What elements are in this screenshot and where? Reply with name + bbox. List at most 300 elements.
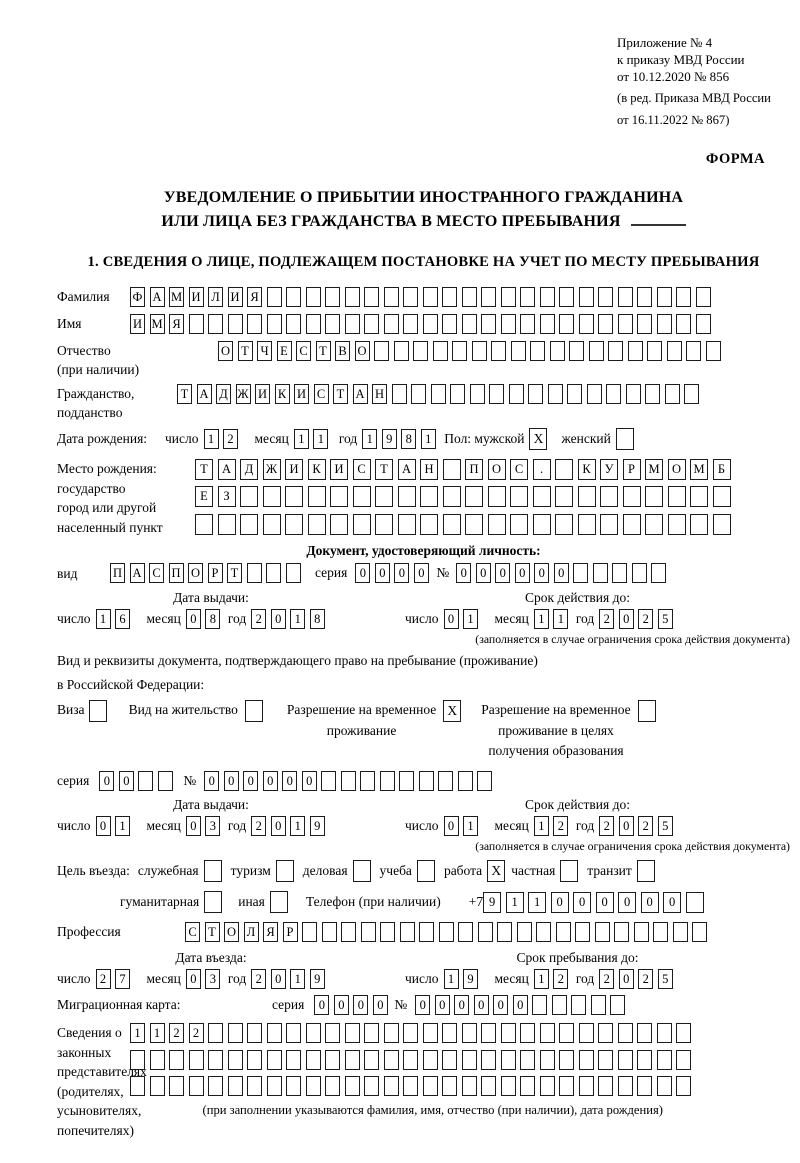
form-cell[interactable] <box>204 860 222 882</box>
form-cell[interactable] <box>540 287 555 307</box>
form-cell[interactable]: 2 <box>638 816 653 836</box>
form-cell[interactable] <box>353 486 371 507</box>
form-cell[interactable]: Р <box>623 459 641 480</box>
form-cell[interactable]: С <box>149 563 164 583</box>
form-cell[interactable] <box>240 514 258 535</box>
form-cell[interactable] <box>528 384 543 404</box>
form-cell[interactable] <box>150 1050 165 1070</box>
form-cell[interactable]: М <box>169 287 184 307</box>
form-cell[interactable]: И <box>255 384 270 404</box>
form-cell[interactable] <box>676 1050 691 1070</box>
form-cell[interactable] <box>380 771 395 791</box>
form-cell[interactable]: X <box>487 860 505 882</box>
form-cell[interactable] <box>245 700 263 722</box>
form-cell[interactable] <box>130 1050 145 1070</box>
form-cell[interactable] <box>361 922 376 942</box>
form-cell[interactable] <box>623 486 641 507</box>
form-cell[interactable] <box>285 514 303 535</box>
form-cell[interactable] <box>618 1050 633 1070</box>
form-cell[interactable] <box>481 1023 496 1043</box>
form-cell[interactable] <box>384 1076 399 1096</box>
form-cell[interactable] <box>497 922 512 942</box>
form-cell[interactable]: Т <box>177 384 192 404</box>
entry-month-cells[interactable] <box>186 969 225 989</box>
form-cell[interactable] <box>579 314 594 334</box>
form-cell[interactable]: Я <box>247 287 262 307</box>
form-cell[interactable] <box>462 1076 477 1096</box>
form-cell[interactable] <box>240 486 258 507</box>
form-cell[interactable]: 0 <box>454 995 469 1015</box>
form-cell[interactable]: О <box>224 922 239 942</box>
form-cell[interactable] <box>403 287 418 307</box>
form-cell[interactable] <box>667 341 682 361</box>
form-cell[interactable]: 1 <box>130 1023 145 1043</box>
form-cell[interactable] <box>208 1050 223 1070</box>
form-cell[interactable] <box>130 1076 145 1096</box>
form-cell[interactable] <box>501 287 516 307</box>
form-cell[interactable]: 9 <box>310 816 325 836</box>
form-cell[interactable]: 0 <box>515 563 530 583</box>
form-cell[interactable] <box>442 287 457 307</box>
form-cell[interactable] <box>458 922 473 942</box>
form-cell[interactable] <box>423 1076 438 1096</box>
form-cell[interactable] <box>150 1076 165 1096</box>
purpose-other-checkbox[interactable] <box>270 891 288 913</box>
residence-issue-month-cells[interactable] <box>186 816 225 836</box>
form-cell[interactable]: 0 <box>513 995 528 1015</box>
form-cell[interactable] <box>598 1076 613 1096</box>
form-cell[interactable] <box>353 860 371 882</box>
form-cell[interactable] <box>403 1023 418 1043</box>
form-cell[interactable]: 3 <box>205 816 220 836</box>
form-cell[interactable] <box>413 341 428 361</box>
form-cell[interactable]: 0 <box>96 816 111 836</box>
form-cell[interactable]: С <box>296 341 311 361</box>
form-cell[interactable]: И <box>330 459 348 480</box>
birth-place-row2-cells[interactable] <box>195 486 735 507</box>
form-cell[interactable]: О <box>355 341 370 361</box>
form-cell[interactable]: 0 <box>334 995 349 1015</box>
form-cell[interactable] <box>462 1023 477 1043</box>
form-cell[interactable]: 1 <box>534 969 549 989</box>
form-cell[interactable] <box>567 384 582 404</box>
form-cell[interactable] <box>247 1050 262 1070</box>
form-cell[interactable] <box>443 486 461 507</box>
form-cell[interactable]: Т <box>195 459 213 480</box>
residence-valid-day-cells[interactable] <box>444 816 483 836</box>
form-cell[interactable]: 0 <box>355 563 370 583</box>
form-cell[interactable] <box>263 486 281 507</box>
form-cell[interactable] <box>364 1023 379 1043</box>
form-cell[interactable]: 9 <box>382 429 397 449</box>
form-cell[interactable]: А <box>197 384 212 404</box>
form-cell[interactable] <box>345 287 360 307</box>
purpose-study-checkbox[interactable] <box>417 860 435 882</box>
form-cell[interactable]: 0 <box>204 771 219 791</box>
form-cell[interactable]: С <box>314 384 329 404</box>
form-cell[interactable]: 2 <box>599 609 614 629</box>
form-cell[interactable] <box>690 486 708 507</box>
form-cell[interactable] <box>653 922 668 942</box>
form-cell[interactable] <box>374 341 389 361</box>
form-cell[interactable] <box>325 314 340 334</box>
form-cell[interactable]: С <box>510 459 528 480</box>
form-cell[interactable] <box>555 486 573 507</box>
form-cell[interactable] <box>400 922 415 942</box>
form-cell[interactable] <box>647 341 662 361</box>
form-cell[interactable] <box>403 1076 418 1096</box>
form-cell[interactable] <box>559 1050 574 1070</box>
form-cell[interactable] <box>637 287 652 307</box>
form-cell[interactable] <box>569 341 584 361</box>
form-cell[interactable] <box>598 1023 613 1043</box>
form-cell[interactable] <box>267 1050 282 1070</box>
form-cell[interactable] <box>598 1050 613 1070</box>
form-cell[interactable] <box>286 1076 301 1096</box>
form-cell[interactable] <box>423 1023 438 1043</box>
residence-number-cells[interactable] <box>204 771 497 791</box>
form-cell[interactable] <box>520 314 535 334</box>
form-cell[interactable]: Ж <box>236 384 251 404</box>
form-cell[interactable]: 0 <box>444 609 459 629</box>
form-cell[interactable] <box>579 1050 594 1070</box>
form-cell[interactable]: Д <box>240 459 258 480</box>
form-cell[interactable] <box>595 922 610 942</box>
form-cell[interactable]: 0 <box>243 771 258 791</box>
form-cell[interactable] <box>657 1050 672 1070</box>
form-cell[interactable]: А <box>150 287 165 307</box>
citizenship-cells[interactable] <box>177 384 704 404</box>
form-cell[interactable] <box>555 459 573 480</box>
form-cell[interactable] <box>267 287 282 307</box>
form-cell[interactable] <box>690 514 708 535</box>
representatives-row3-cells[interactable] <box>130 1076 696 1096</box>
form-cell[interactable]: К <box>275 384 290 404</box>
form-cell[interactable]: Л <box>208 287 223 307</box>
sex-male-checkbox[interactable] <box>529 428 547 450</box>
form-cell[interactable]: 0 <box>302 771 317 791</box>
form-cell[interactable]: 0 <box>99 771 114 791</box>
form-cell[interactable] <box>645 384 660 404</box>
form-cell[interactable]: 0 <box>474 995 489 1015</box>
form-cell[interactable] <box>600 514 618 535</box>
form-cell[interactable] <box>431 384 446 404</box>
form-cell[interactable]: К <box>308 459 326 480</box>
form-cell[interactable] <box>571 995 586 1015</box>
form-cell[interactable] <box>364 1050 379 1070</box>
purpose-tourism-checkbox[interactable] <box>276 860 294 882</box>
form-cell[interactable]: О <box>188 563 203 583</box>
form-cell[interactable] <box>321 771 336 791</box>
form-cell[interactable] <box>489 384 504 404</box>
residence-valid-month-cells[interactable] <box>534 816 573 836</box>
form-cell[interactable] <box>520 1076 535 1096</box>
form-cell[interactable] <box>684 384 699 404</box>
form-cell[interactable] <box>645 486 663 507</box>
form-cell[interactable] <box>555 514 573 535</box>
form-cell[interactable]: 0 <box>414 563 429 583</box>
form-cell[interactable] <box>417 860 435 882</box>
form-cell[interactable] <box>533 486 551 507</box>
form-cell[interactable] <box>286 287 301 307</box>
form-cell[interactable] <box>481 1076 496 1096</box>
form-cell[interactable] <box>392 384 407 404</box>
form-cell[interactable]: 5 <box>658 609 673 629</box>
form-cell[interactable]: О <box>668 459 686 480</box>
form-cell[interactable] <box>89 700 107 722</box>
form-cell[interactable] <box>645 514 663 535</box>
form-cell[interactable]: 1 <box>290 969 305 989</box>
form-cell[interactable] <box>443 459 461 480</box>
form-cell[interactable]: 2 <box>251 969 266 989</box>
form-cell[interactable] <box>598 314 613 334</box>
form-cell[interactable] <box>637 314 652 334</box>
form-cell[interactable]: И <box>228 287 243 307</box>
form-cell[interactable] <box>345 1050 360 1070</box>
migration-series-cells[interactable] <box>314 995 392 1015</box>
form-cell[interactable]: 0 <box>314 995 329 1015</box>
residence-series-cells[interactable] <box>99 771 177 791</box>
form-cell[interactable] <box>520 1050 535 1070</box>
birth-month-cells[interactable] <box>294 429 333 449</box>
form-cell[interactable] <box>579 287 594 307</box>
form-cell[interactable]: Т <box>375 459 393 480</box>
form-cell[interactable]: Я <box>169 314 184 334</box>
form-cell[interactable] <box>267 314 282 334</box>
form-cell[interactable] <box>686 892 704 913</box>
form-cell[interactable]: 0 <box>641 892 659 913</box>
form-cell[interactable]: И <box>285 459 303 480</box>
form-cell[interactable]: 9 <box>483 892 501 913</box>
form-cell[interactable] <box>228 314 243 334</box>
form-cell[interactable]: Д <box>216 384 231 404</box>
form-cell[interactable] <box>676 287 691 307</box>
form-cell[interactable] <box>510 514 528 535</box>
form-cell[interactable]: 0 <box>534 563 549 583</box>
form-cell[interactable]: 0 <box>282 771 297 791</box>
identity-valid-day-cells[interactable] <box>444 609 483 629</box>
form-cell[interactable] <box>692 922 707 942</box>
form-cell[interactable]: 0 <box>224 771 239 791</box>
residence-issue-day-cells[interactable] <box>96 816 135 836</box>
form-cell[interactable] <box>158 771 173 791</box>
form-cell[interactable]: Ж <box>263 459 281 480</box>
form-cell[interactable] <box>637 1023 652 1043</box>
form-cell[interactable]: 0 <box>619 609 634 629</box>
form-cell[interactable] <box>550 341 565 361</box>
form-cell[interactable]: 2 <box>553 816 568 836</box>
form-cell[interactable]: А <box>130 563 145 583</box>
form-cell[interactable] <box>306 1050 321 1070</box>
form-cell[interactable] <box>578 486 596 507</box>
form-cell[interactable]: А <box>218 459 236 480</box>
form-cell[interactable]: 0 <box>375 563 390 583</box>
purpose-official-checkbox[interactable] <box>204 860 222 882</box>
identity-issue-month-cells[interactable] <box>186 609 225 629</box>
form-cell[interactable] <box>208 1076 223 1096</box>
form-cell[interactable]: М <box>150 314 165 334</box>
form-cell[interactable] <box>520 1023 535 1043</box>
form-cell[interactable]: 0 <box>619 969 634 989</box>
form-cell[interactable]: О <box>218 341 233 361</box>
form-cell[interactable] <box>623 514 641 535</box>
form-cell[interactable] <box>530 341 545 361</box>
form-cell[interactable] <box>384 1050 399 1070</box>
birth-year-cells[interactable] <box>362 429 440 449</box>
form-cell[interactable] <box>419 922 434 942</box>
purpose-transit-checkbox[interactable] <box>637 860 655 882</box>
purpose-work-checkbox[interactable] <box>487 860 505 882</box>
form-cell[interactable]: 8 <box>205 609 220 629</box>
form-cell[interactable]: 2 <box>638 969 653 989</box>
form-cell[interactable]: 1 <box>421 429 436 449</box>
form-cell[interactable] <box>533 514 551 535</box>
form-cell[interactable] <box>696 314 711 334</box>
form-cell[interactable] <box>560 860 578 882</box>
residence-issue-year-cells[interactable] <box>251 816 329 836</box>
form-cell[interactable] <box>589 341 604 361</box>
form-cell[interactable] <box>267 1023 282 1043</box>
form-cell[interactable] <box>247 314 262 334</box>
form-cell[interactable] <box>375 486 393 507</box>
form-cell[interactable] <box>286 1050 301 1070</box>
form-cell[interactable] <box>696 287 711 307</box>
form-cell[interactable] <box>593 563 608 583</box>
form-cell[interactable] <box>419 771 434 791</box>
form-cell[interactable] <box>308 486 326 507</box>
form-cell[interactable] <box>686 341 701 361</box>
entry-year-cells[interactable] <box>251 969 329 989</box>
sex-female-checkbox[interactable] <box>616 428 634 450</box>
form-cell[interactable]: Е <box>195 486 213 507</box>
form-cell[interactable]: 0 <box>271 969 286 989</box>
form-cell[interactable] <box>341 771 356 791</box>
form-cell[interactable] <box>517 922 532 942</box>
form-cell[interactable]: З <box>218 486 236 507</box>
form-cell[interactable] <box>423 1050 438 1070</box>
temp-residence-checkbox[interactable] <box>443 700 461 722</box>
form-cell[interactable] <box>364 314 379 334</box>
form-cell[interactable]: X <box>443 700 461 722</box>
form-cell[interactable]: 0 <box>444 816 459 836</box>
form-cell[interactable]: 0 <box>119 771 134 791</box>
form-cell[interactable] <box>591 995 606 1015</box>
form-cell[interactable] <box>488 514 506 535</box>
form-cell[interactable] <box>433 341 448 361</box>
form-cell[interactable]: 2 <box>251 816 266 836</box>
temp-residence-edu-checkbox[interactable] <box>638 700 656 722</box>
form-cell[interactable]: . <box>533 459 551 480</box>
form-cell[interactable] <box>626 384 641 404</box>
form-cell[interactable] <box>364 287 379 307</box>
form-cell[interactable] <box>579 1076 594 1096</box>
form-cell[interactable] <box>540 314 555 334</box>
form-cell[interactable]: 3 <box>205 969 220 989</box>
form-cell[interactable] <box>364 1076 379 1096</box>
form-cell[interactable] <box>394 341 409 361</box>
form-cell[interactable] <box>442 1050 457 1070</box>
form-cell[interactable] <box>559 1076 574 1096</box>
form-cell[interactable] <box>384 1023 399 1043</box>
form-cell[interactable]: 2 <box>599 816 614 836</box>
patronymic-cells[interactable] <box>218 341 725 361</box>
form-cell[interactable] <box>559 1023 574 1043</box>
form-cell[interactable]: У <box>600 459 618 480</box>
form-cell[interactable]: 1 <box>150 1023 165 1043</box>
form-cell[interactable]: 0 <box>415 995 430 1015</box>
form-cell[interactable] <box>450 384 465 404</box>
form-cell[interactable] <box>540 1076 555 1096</box>
form-cell[interactable]: М <box>690 459 708 480</box>
form-cell[interactable]: 0 <box>618 892 636 913</box>
form-cell[interactable]: 0 <box>551 892 569 913</box>
form-cell[interactable] <box>322 922 337 942</box>
form-cell[interactable]: 1 <box>290 816 305 836</box>
form-cell[interactable] <box>676 314 691 334</box>
form-cell[interactable]: 8 <box>401 429 416 449</box>
form-cell[interactable] <box>302 922 317 942</box>
form-cell[interactable] <box>462 287 477 307</box>
form-cell[interactable] <box>470 384 485 404</box>
form-cell[interactable]: К <box>578 459 596 480</box>
form-cell[interactable] <box>420 514 438 535</box>
form-cell[interactable] <box>380 922 395 942</box>
form-cell[interactable]: 2 <box>251 609 266 629</box>
form-cell[interactable] <box>462 314 477 334</box>
form-cell[interactable]: 1 <box>528 892 546 913</box>
form-cell[interactable] <box>501 314 516 334</box>
form-cell[interactable]: Ф <box>130 287 145 307</box>
form-cell[interactable]: Т <box>227 563 242 583</box>
form-cell[interactable] <box>536 922 551 942</box>
form-cell[interactable] <box>443 514 461 535</box>
representatives-row1-cells[interactable] <box>130 1023 696 1043</box>
entry-day-cells[interactable] <box>96 969 135 989</box>
form-cell[interactable] <box>676 1023 691 1043</box>
form-cell[interactable]: 0 <box>493 995 508 1015</box>
form-cell[interactable] <box>375 514 393 535</box>
form-cell[interactable] <box>600 486 618 507</box>
form-cell[interactable] <box>657 1076 672 1096</box>
form-cell[interactable] <box>501 1023 516 1043</box>
form-cell[interactable] <box>306 314 321 334</box>
doc-series-cells[interactable] <box>355 563 433 583</box>
form-cell[interactable]: О <box>488 459 506 480</box>
form-cell[interactable]: 0 <box>271 816 286 836</box>
form-cell[interactable] <box>668 514 686 535</box>
form-cell[interactable] <box>618 1023 633 1043</box>
form-cell[interactable]: 0 <box>573 892 591 913</box>
form-cell[interactable] <box>286 1023 301 1043</box>
form-cell[interactable] <box>511 341 526 361</box>
form-cell[interactable]: С <box>185 922 200 942</box>
form-cell[interactable]: 5 <box>658 969 673 989</box>
form-cell[interactable]: И <box>294 384 309 404</box>
form-cell[interactable] <box>384 314 399 334</box>
form-cell[interactable] <box>228 1076 243 1096</box>
form-cell[interactable]: 1 <box>506 892 524 913</box>
identity-issue-year-cells[interactable] <box>251 609 329 629</box>
form-cell[interactable]: 0 <box>663 892 681 913</box>
form-cell[interactable]: Я <box>263 922 278 942</box>
form-cell[interactable] <box>665 384 680 404</box>
profession-cells[interactable] <box>185 922 712 942</box>
surname-cells[interactable] <box>130 287 715 307</box>
form-cell[interactable] <box>573 563 588 583</box>
form-cell[interactable] <box>345 314 360 334</box>
form-cell[interactable] <box>578 514 596 535</box>
form-cell[interactable] <box>637 1076 652 1096</box>
